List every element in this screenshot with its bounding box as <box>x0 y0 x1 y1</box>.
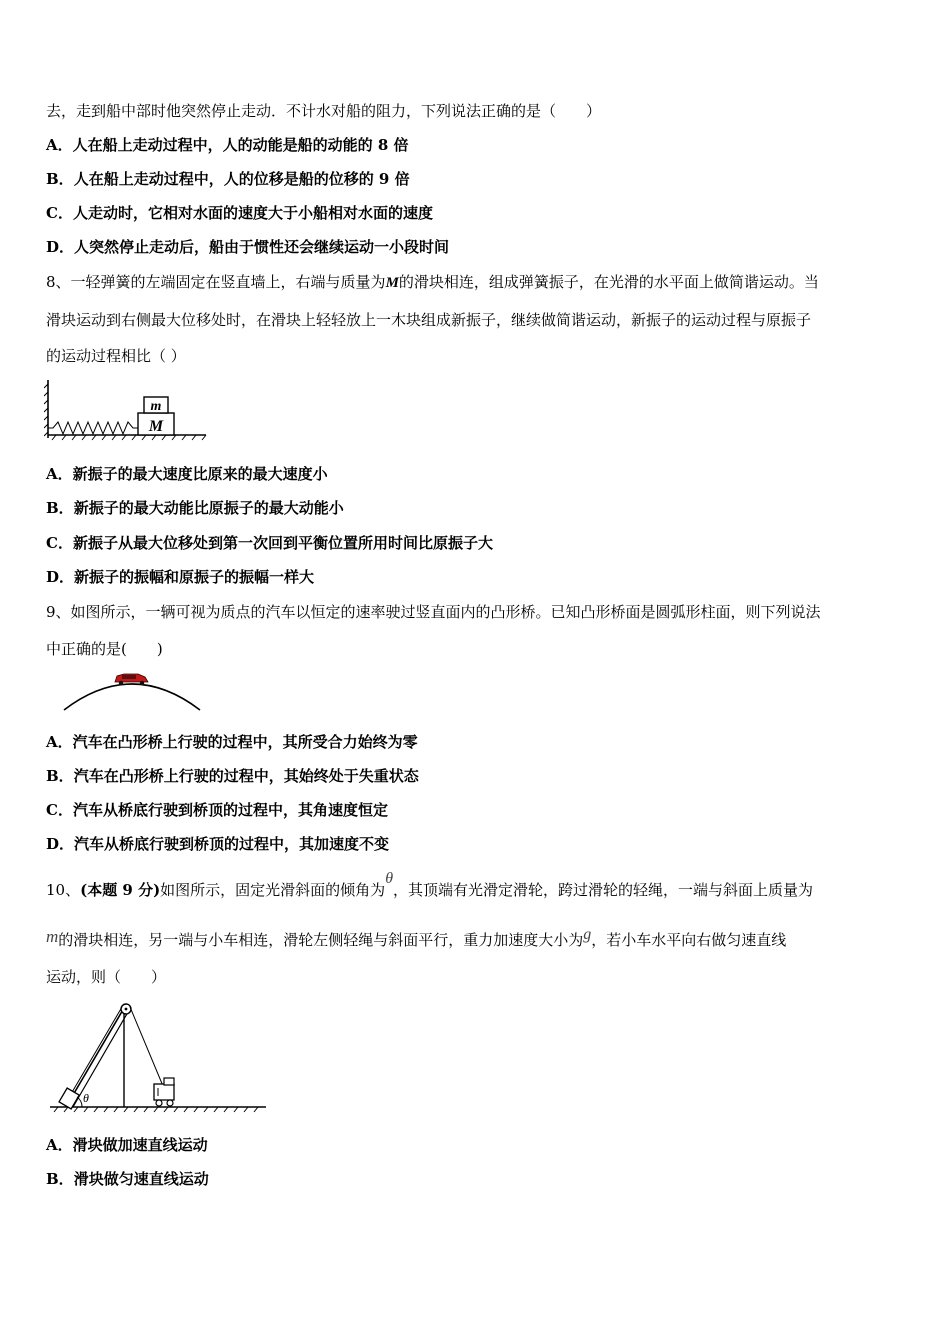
option-text: 人在船上走动过程中，人的动能是船的动能的 8 倍 <box>72 136 409 154</box>
block-M-label: M <box>148 418 164 435</box>
q10-stem-text: ，若小车水平向右做匀速直线 <box>591 931 787 949</box>
q7-option-b[interactable] <box>46 169 410 189</box>
option-text: 新振子的最大动能比原振子的最大动能小 <box>73 499 344 517</box>
q9-stem-text: 如图所示，一辆可视为质点的汽车以恒定的速率驶过竖直面内的凸形桥。已知凸形桥面是圆弧形柱面，则下列说法 <box>70 603 821 621</box>
option-text: 新振子从最大位移处到第一次回到平衡位置所用时间比原振子大 <box>72 534 493 552</box>
convex-bridge-figure <box>60 666 205 716</box>
q10-stem-line1 <box>46 870 814 901</box>
pulley-axle <box>125 1008 128 1011</box>
slider-block <box>59 1088 79 1109</box>
option-text: 新振子的最大速度比原来的最大速度小 <box>72 465 328 483</box>
q8-stem-line1 <box>46 272 819 293</box>
q9-stem-line2: 中正确的是( ) <box>46 640 163 658</box>
option-text: 滑块做加速直线运动 <box>72 1136 208 1154</box>
option-letter: D． <box>46 238 75 256</box>
option-letter: B． <box>46 170 74 188</box>
q9-option-d[interactable] <box>46 834 389 854</box>
option-letter: C． <box>46 534 73 552</box>
incline-back <box>73 1012 128 1107</box>
q7-stem-tail: 去，走到船中部时他突然停止走动．不计水对船的阻力，下列说法正确的是（ ） <box>46 102 602 120</box>
question-number: 9、 <box>46 603 71 621</box>
q10-stem-text: ，其顶端有光滑定滑轮，跨过滑轮的轻绳，一端与斜面上质量为 <box>393 881 814 899</box>
q8-stem-line3: 的运动过程相比（ ） <box>46 347 186 365</box>
option-letter: A． <box>46 733 73 751</box>
q7-option-d[interactable] <box>46 237 449 257</box>
option-letter: B． <box>46 1170 74 1188</box>
option-text: 汽车在凸形桥上行驶的过程中，其始终处于失重状态 <box>73 767 419 785</box>
option-letter: A． <box>46 136 73 154</box>
q9-option-b[interactable] <box>46 766 419 786</box>
q8-stem-line2: 滑块运动到右侧最大位移处时，在滑块上轻轻放上一木块组成新振子，继续做简谐运动，新振子的运动过程与原振子 <box>46 311 812 329</box>
option-text: 新振子的振幅和原振子的振幅一样大 <box>74 568 315 586</box>
q10-option-b[interactable] <box>46 1169 209 1189</box>
option-letter: B． <box>46 767 74 785</box>
q8-option-c[interactable] <box>46 533 493 553</box>
q10-stem-line2 <box>46 926 787 951</box>
spring-oscillator-figure <box>44 378 209 446</box>
q10-option-a[interactable] <box>46 1135 208 1155</box>
option-text: 汽车从桥底行驶到桥顶的过程中，其加速度不变 <box>74 835 390 853</box>
q10-stem-text: 如图所示，固定光滑斜面的倾角为 <box>160 881 386 899</box>
question-number: 10、 <box>46 881 81 899</box>
angle-label: θ <box>83 1091 89 1105</box>
q7-option-c[interactable] <box>46 203 433 223</box>
bridge-arc <box>64 684 200 710</box>
q9-option-c[interactable] <box>46 800 388 820</box>
variable-g: g <box>583 926 592 943</box>
option-letter: D． <box>46 835 75 853</box>
q10-stem-text: 的滑块相连，另一端与小车相连，滑轮左侧轻绳与斜面平行，重力加速度大小为 <box>58 931 584 949</box>
q9-stem-line1 <box>46 602 821 622</box>
cart-icon <box>154 1078 174 1106</box>
rope-right <box>130 1007 163 1086</box>
q8-stem-text: 一轻弹簧的左端固定在竖直墙上，右端与质量为 <box>70 273 386 291</box>
incline-pulley-figure <box>48 998 270 1120</box>
question-number: 8、 <box>46 273 71 291</box>
q8-option-a[interactable] <box>46 464 328 484</box>
option-letter: A． <box>46 465 73 483</box>
rope-left <box>71 1007 122 1094</box>
option-text: 人突然停止走动后，船由于惯性还会继续运动一小段时间 <box>74 238 450 256</box>
option-text: 滑块做匀速直线运动 <box>73 1170 209 1188</box>
option-text: 人走动时，它相对水面的速度大于小船相对水面的速度 <box>72 204 433 222</box>
variable-theta: θ <box>385 870 394 887</box>
option-letter: B． <box>46 499 74 517</box>
q8-stem-text: 的滑块相连，组成弹簧振子，在光滑的水平面上做简谐运动。当 <box>398 273 819 291</box>
option-text: 汽车从桥底行驶到桥顶的过程中，其角速度恒定 <box>72 801 388 819</box>
option-letter: C． <box>46 204 73 222</box>
option-text: 汽车在凸形桥上行驶的过程中，其所受合力始终为零 <box>72 733 418 751</box>
option-letter: A． <box>46 1136 73 1154</box>
option-text: 人在船上走动过程中，人的位移是船的位移的 9 倍 <box>73 170 410 188</box>
q9-option-a[interactable] <box>46 732 418 752</box>
q7-option-a[interactable] <box>46 135 409 155</box>
q8-option-d[interactable] <box>46 567 314 587</box>
variable-M: M <box>385 275 399 291</box>
q8-option-b[interactable] <box>46 498 344 518</box>
q10-stem-line3: 运动，则（ ） <box>46 968 167 986</box>
option-letter: D． <box>46 568 75 586</box>
spring <box>48 422 138 434</box>
block-m-label: m <box>150 399 162 414</box>
variable-m: m <box>46 927 59 946</box>
option-letter: C． <box>46 801 73 819</box>
question-tag: (本题 9 分) <box>80 881 161 899</box>
